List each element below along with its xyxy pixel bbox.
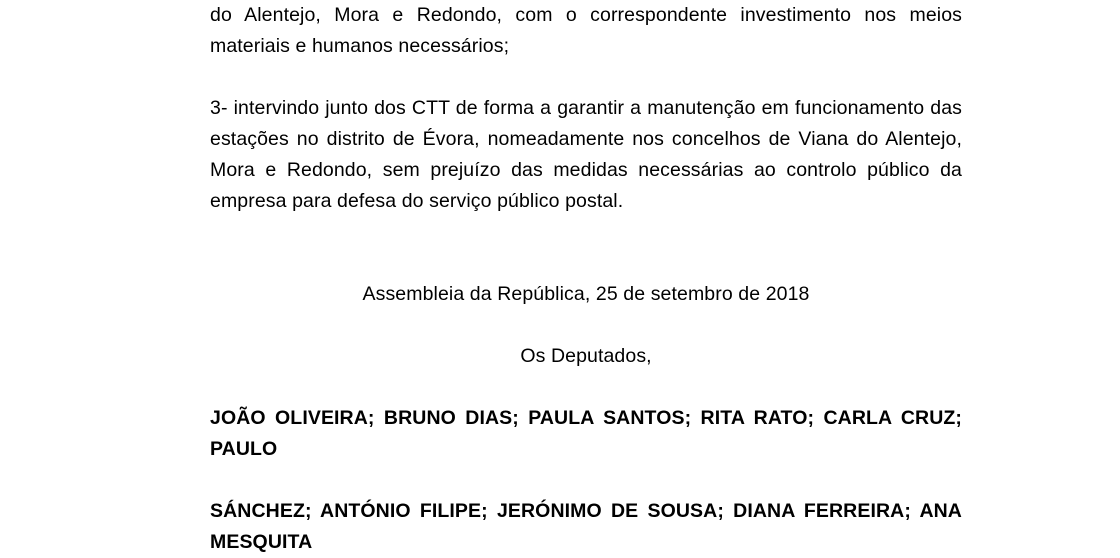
paragraph-spacer-3 — [210, 248, 962, 279]
signatures-block — [210, 403, 962, 496]
signatures-line-2: SÁNCHEZ; ANTÓNIO FILIPE; JERÓNIMO DE SOUSA; DIANA FERREIRA; ANA MESQUITA — [210, 500, 962, 553]
signatures-line-2-clipped-wrapper — [210, 496, 962, 553]
document-body — [210, 0, 962, 553]
paragraph-3-line-3: Alentejo, Mora e Redondo, sem prejuízo das medidas necessárias ao controlo — [210, 128, 962, 181]
signatures-line-1: JOÃO OLIVEIRA; BRUNO DIAS; PAULA SANTOS; RITA RATO; CARLA CRUZ; PAULO — [210, 407, 962, 460]
paragraph-3 — [210, 93, 962, 217]
paragraph-3-line-1: 3- intervindo junto dos CTT de forma a garantir a manutenção em funcionamento — [210, 97, 925, 119]
paragraph-2-line-2: do Alentejo, Mora e Redondo, com o correspondente investimento nos meios — [210, 4, 962, 26]
paragraph-spacer-4 — [210, 310, 962, 341]
paragraph-2-continuation — [210, 0, 962, 62]
paragraph-spacer-5 — [210, 372, 962, 403]
paragraph-spacer-1 — [210, 62, 962, 93]
paragraph-3-line-4: público da empresa para defesa do serviço público postal. — [210, 159, 962, 212]
place-and-date: Assembleia da República, 25 de setembro de 2018 — [362, 283, 810, 305]
paragraph-3-line-2: das estações no distrito de Évora, nomeadamente nos concelhos de Viana do — [210, 97, 962, 150]
paragraph-spacer-2 — [210, 217, 962, 248]
paragraph-2-line-3: materiais e humanos necessários; — [210, 35, 510, 57]
signers-label: Os Deputados, — [520, 345, 652, 367]
